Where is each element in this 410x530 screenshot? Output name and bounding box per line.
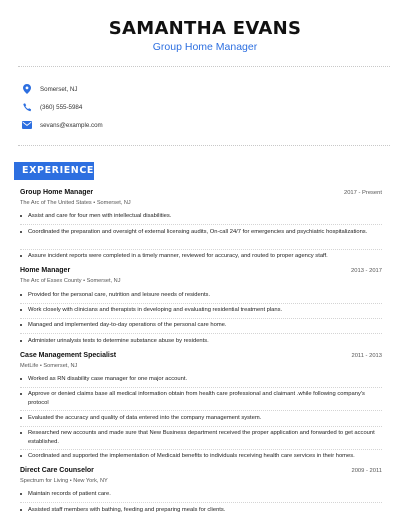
divider bbox=[20, 303, 382, 304]
bullet-text: Provided for the personal care, nutrition and leisure needs of residents. bbox=[28, 292, 211, 298]
list-item bbox=[20, 228, 382, 237]
list-item bbox=[20, 490, 382, 499]
bullet-text: Researched new accounts and made sure that New Business department received the proper application and forwarded to get account established. bbox=[28, 430, 375, 445]
phone-icon bbox=[22, 102, 32, 112]
bullet-text: Coordinated the preparation and oversight of external licensing audits, On-call 24/7 for emergencies and psychiatric hospitalizations. bbox=[28, 229, 368, 235]
candidate-title: Group Home Manager bbox=[152, 41, 258, 53]
divider bbox=[20, 333, 382, 334]
job-dates: 2009 - 2011 bbox=[351, 468, 382, 474]
divider bbox=[20, 387, 382, 388]
bullet-text: Evaluated the accuracy and quality of data entered into the company management system. bbox=[28, 415, 262, 421]
list-item bbox=[20, 291, 382, 300]
job-dates: 2013 - 2017 bbox=[351, 268, 382, 274]
bullet-text: Work closely with clinicians and therapists in developing and evaluating residential treatment plans. bbox=[28, 307, 283, 313]
list-item bbox=[20, 337, 382, 346]
bullet-text: Approve or denied claims base all medical information obtain from health care professional and claimant .while following company's protocol bbox=[28, 391, 365, 406]
divider bbox=[18, 66, 390, 67]
candidate-name: SAMANTHA EVANS bbox=[108, 18, 302, 39]
bullet-text: Managed and implemented day-to-day operations of the personal care home. bbox=[28, 322, 227, 328]
list-item bbox=[20, 452, 382, 461]
list-item bbox=[20, 414, 382, 423]
contact-phone bbox=[22, 100, 82, 114]
divider bbox=[20, 318, 382, 319]
list-item bbox=[20, 252, 382, 261]
bullet-text: Worked as RN disability case manager for one major account. bbox=[28, 376, 188, 382]
job-location: New York, NY bbox=[73, 478, 108, 484]
job-company-line: The Arc of Essex County • Somerset, NJ bbox=[20, 278, 121, 284]
bullet-text: Coordinated and supported the implementation of Medicaid benefits to individuals receiving health care services in their homes. bbox=[28, 453, 355, 459]
job-title: Direct Care Counselor bbox=[20, 467, 94, 474]
contact-location bbox=[22, 82, 77, 96]
job-title: Case Management Specialist bbox=[20, 352, 117, 359]
location-text: Somerset, NJ bbox=[40, 85, 78, 93]
list-item bbox=[20, 506, 382, 515]
job-title: Group Home Manager bbox=[20, 189, 94, 196]
job-company-line: MetLife • Somerset, NJ bbox=[20, 363, 78, 369]
bullet-text: Assist and care for four men with intellectual disabilities. bbox=[28, 213, 172, 219]
list-item bbox=[20, 429, 382, 446]
job-company: MetLife bbox=[20, 363, 39, 369]
divider bbox=[18, 145, 390, 146]
divider bbox=[20, 224, 382, 225]
job-company-line: Spectrum for Living • New York, NY bbox=[20, 478, 108, 484]
email-text: sevans@example.com bbox=[40, 121, 103, 129]
section-heading-experience: EXPERIENCE bbox=[14, 162, 94, 180]
location-pin-icon bbox=[22, 84, 32, 94]
job-company-line: The Arc of The United States • Somerset, NJ bbox=[20, 200, 131, 206]
bullet-text: Assisted staff members with bathing, feeding and preparing meals for clients. bbox=[28, 507, 226, 513]
job-dates: 2011 - 2013 bbox=[351, 353, 382, 359]
divider bbox=[20, 502, 382, 503]
divider bbox=[20, 449, 382, 450]
phone-text: (360) 555-5984 bbox=[40, 103, 83, 111]
job-company: Spectrum for Living bbox=[20, 478, 69, 484]
list-item bbox=[20, 306, 382, 315]
list-item bbox=[20, 390, 382, 407]
job-dates: 2017 - Present bbox=[343, 190, 382, 196]
divider bbox=[20, 410, 382, 411]
list-item bbox=[20, 375, 382, 384]
divider bbox=[20, 249, 382, 250]
bullet-text: Assure incident reports were completed in a timely manner, reviewed for accuracy, and routed to proper agency staff. bbox=[28, 253, 328, 259]
job-title: Home Manager bbox=[20, 267, 71, 274]
job-company: The Arc of Essex County bbox=[20, 278, 82, 284]
bullet-text: Maintain records of patient care. bbox=[28, 491, 111, 497]
bullet-text: Administer urinalysis tests to determine substance abuse by residents. bbox=[28, 338, 209, 344]
job-location: Somerset, NJ bbox=[96, 200, 131, 206]
job-location: Somerset, NJ bbox=[43, 363, 78, 369]
job-company: The Arc of The United States bbox=[20, 200, 92, 206]
contact-email bbox=[22, 118, 103, 132]
list-item bbox=[20, 321, 382, 330]
email-icon bbox=[22, 120, 32, 130]
divider bbox=[20, 426, 382, 427]
list-item bbox=[20, 212, 382, 221]
job-location: Somerset, NJ bbox=[86, 278, 121, 284]
